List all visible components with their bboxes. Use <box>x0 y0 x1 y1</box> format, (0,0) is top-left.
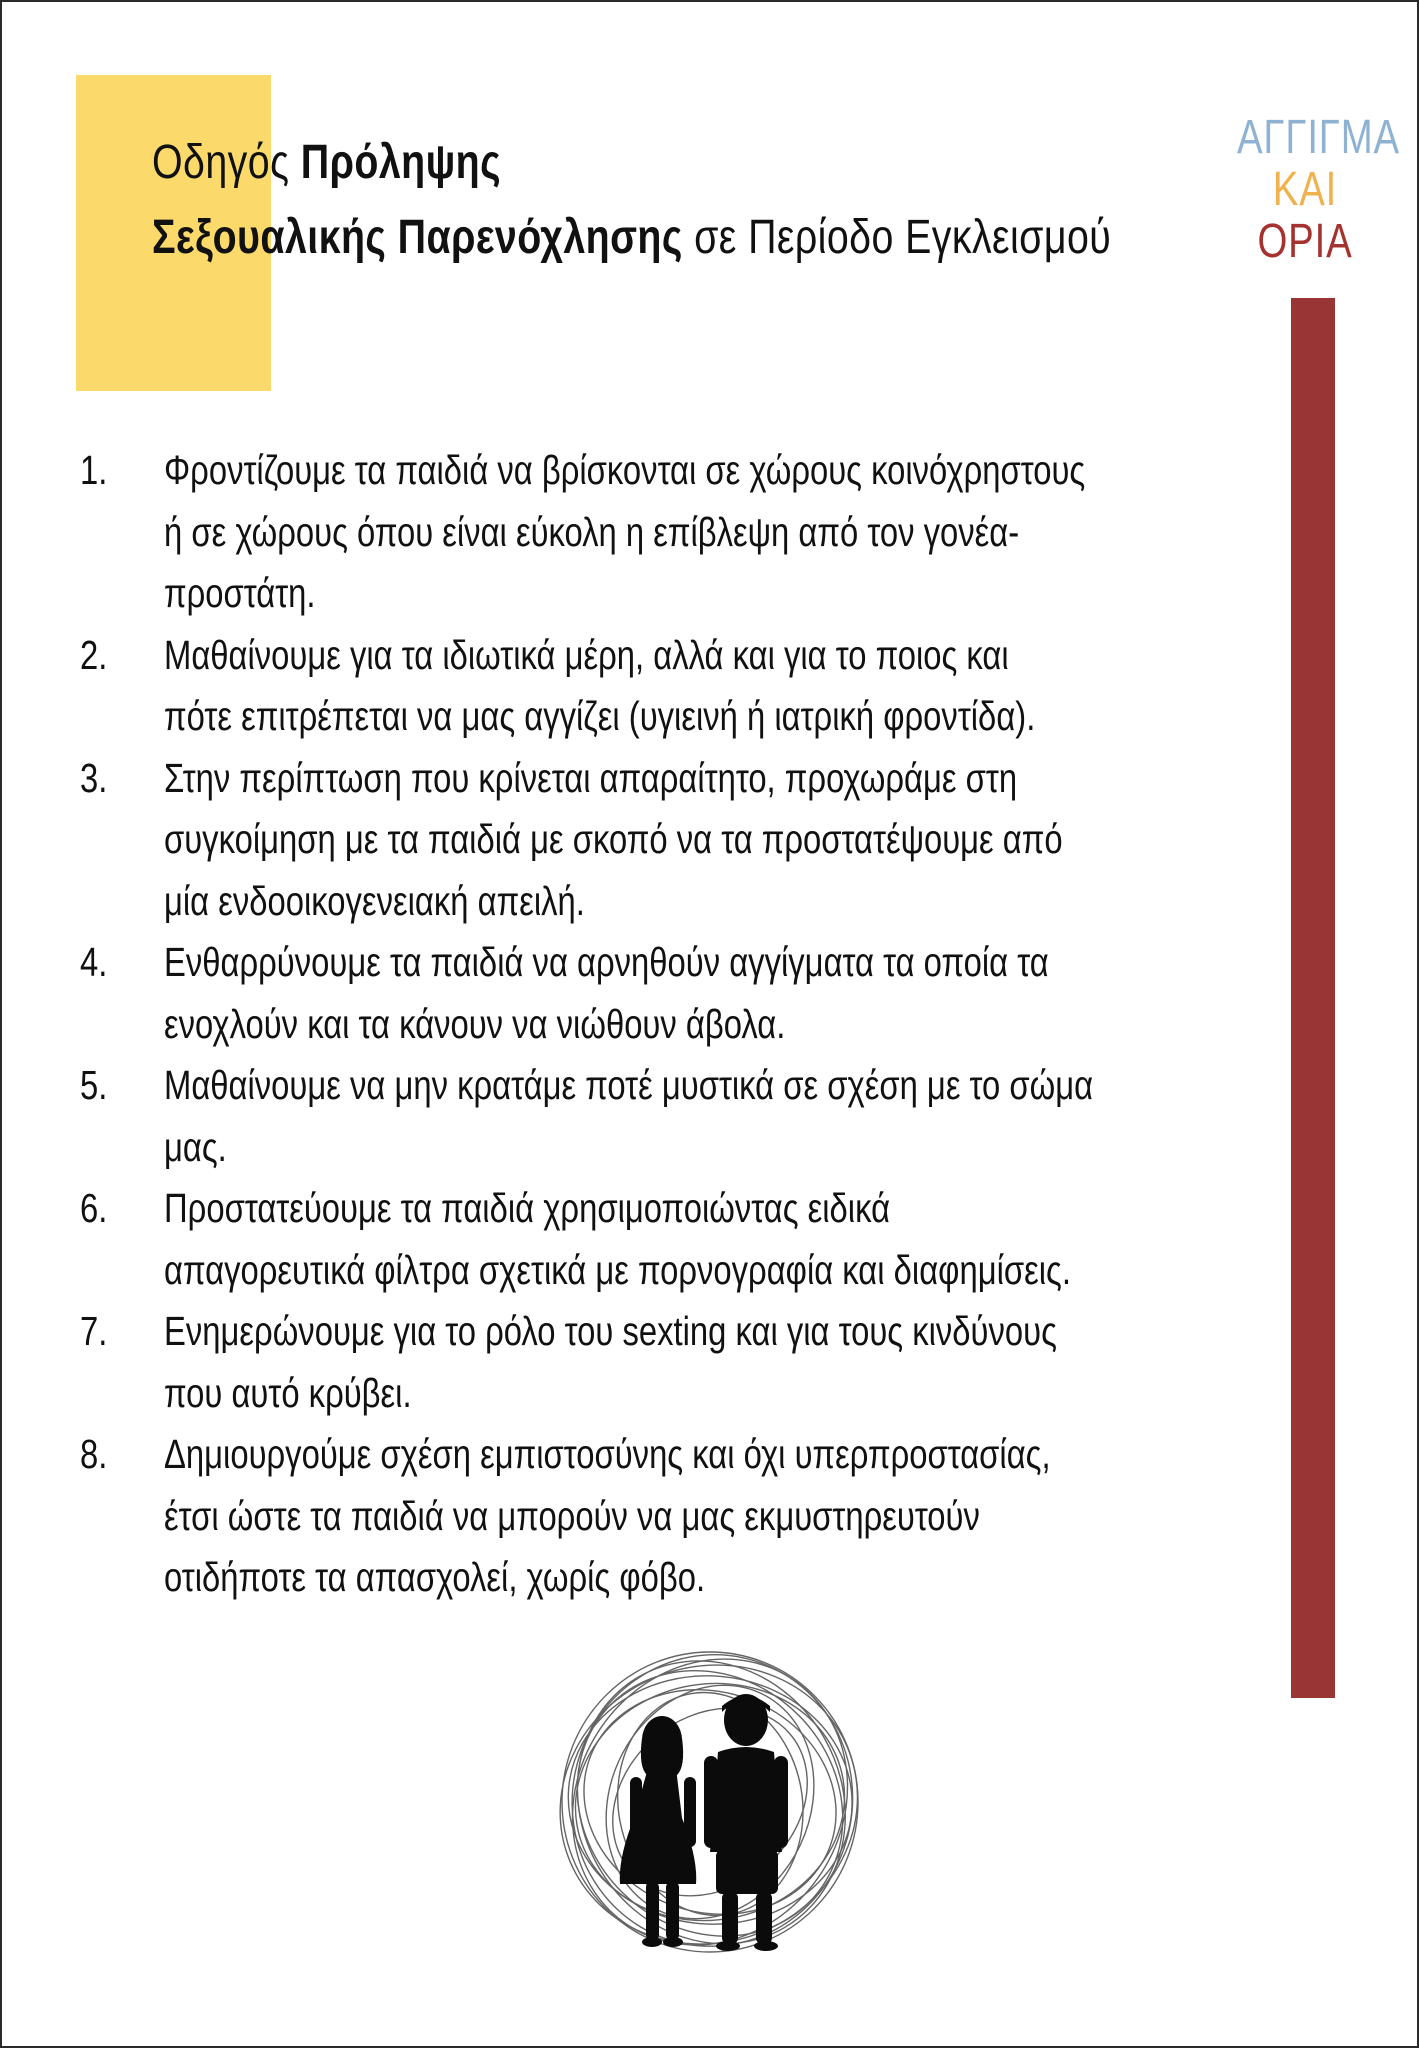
item-text <box>164 1424 1264 1609</box>
item-line: Ενημερώνουμε για το ρόλο του sexting και για τους κινδύνους <box>164 1308 1057 1354</box>
item-line: απαγορευτικά φίλτρα σχετικά με πορνογραφία και διαφημίσεις. <box>164 1246 1071 1293</box>
item-text <box>164 748 1264 933</box>
item-number: 8. <box>80 1431 108 1477</box>
item-line: μας. <box>164 1123 227 1170</box>
list-item <box>80 440 1264 625</box>
item-line: οτιδήποτε τα απασχολεί, χωρίς φόβο. <box>164 1554 706 1600</box>
item-line: ή σε χώρους όπου είναι εύκολη η επίβλεψη από τον γονέα- <box>164 508 1020 555</box>
logo-line3: ΟΡΙΑ <box>1257 215 1353 268</box>
item-text <box>164 625 1264 748</box>
logo-line1: ΑΓΓΙΓΜΑ <box>1237 111 1400 164</box>
item-line: που αυτό κρύβει. <box>164 1369 412 1416</box>
list-item <box>80 1424 1264 1609</box>
list-item <box>80 1301 1264 1424</box>
item-line: Φροντίζουμε τα παιδιά να βρίσκονται σε χώρους κοινόχρηστους <box>164 447 1086 493</box>
item-line: Ενθαρρύνουμε τα παιδιά να αρνηθούν αγγίγματα τα οποία τα <box>164 939 1049 985</box>
title-line2-regular: σε Περίοδο Εγκλεισμού <box>682 210 1112 264</box>
item-text <box>164 1301 1264 1424</box>
title-line1-bold: Πρόληψης <box>300 136 501 189</box>
item-line: πότε επιτρέπεται να μας αγγίζει (υγιεινή ή ιατρική φροντίδα). <box>164 693 1036 739</box>
item-number: 3. <box>80 754 108 801</box>
item-number: 6. <box>80 1185 108 1231</box>
list-item <box>80 625 1264 748</box>
item-line: ενοχλούν και τα κάνουν να νιώθουν άβολα. <box>164 1000 786 1047</box>
item-text <box>164 440 1264 625</box>
item-line: Δημιουργούμε σχέση εμπιστοσύνης και όχι υπερπροστασίας, <box>164 1431 1051 1477</box>
item-line: προστάτη. <box>164 570 316 616</box>
item-text <box>164 1178 1264 1301</box>
title-line1-regular: Οδηγός <box>152 136 301 189</box>
item-line: συγκοίμηση με τα παιδιά με σκοπό να τα προστατέψουμε από <box>164 816 1063 862</box>
brand-logo <box>1237 111 1400 270</box>
item-number: 1. <box>80 447 108 493</box>
item-line: έτσι ώστε τα παιδιά να μπορούν να μας εκμυστηρευτούν <box>164 1492 980 1539</box>
item-line: Μαθαίνουμε να μην κρατάμε ποτέ μυστικά σε σχέση με το σώμα <box>164 1062 1094 1108</box>
list-item <box>80 932 1264 1055</box>
children-silhouette-scribble-icon <box>550 1642 870 1962</box>
item-number: 7. <box>80 1308 108 1354</box>
item-line: μία ενδοοικογενειακή απειλή. <box>164 877 585 924</box>
item-number: 4. <box>80 939 108 985</box>
list-item <box>80 1055 1264 1178</box>
item-number: 5. <box>80 1062 108 1108</box>
item-line: Μαθαίνουμε για τα ιδιωτικά μέρη, αλλά και για το ποιος και <box>164 631 1009 678</box>
logo-line2: ΚΑΙ <box>1272 163 1338 216</box>
item-text <box>164 932 1264 1055</box>
item-number: 2. <box>80 631 108 678</box>
page-title <box>152 126 1111 276</box>
item-line: Προστατεύουμε τα παιδιά χρησιμοποιώντας ειδικά <box>164 1185 891 1231</box>
red-accent-bar <box>1291 298 1335 1698</box>
guide-list <box>80 440 1264 1609</box>
list-item <box>80 1178 1264 1301</box>
item-line: Στην περίπτωση που κρίνεται απαραίτητο, προχωράμε στη <box>164 754 1018 801</box>
title-line2-bold: Σεξουαλικής Παρενόχλησης <box>152 210 683 264</box>
list-item <box>80 748 1264 933</box>
item-text <box>164 1055 1264 1178</box>
